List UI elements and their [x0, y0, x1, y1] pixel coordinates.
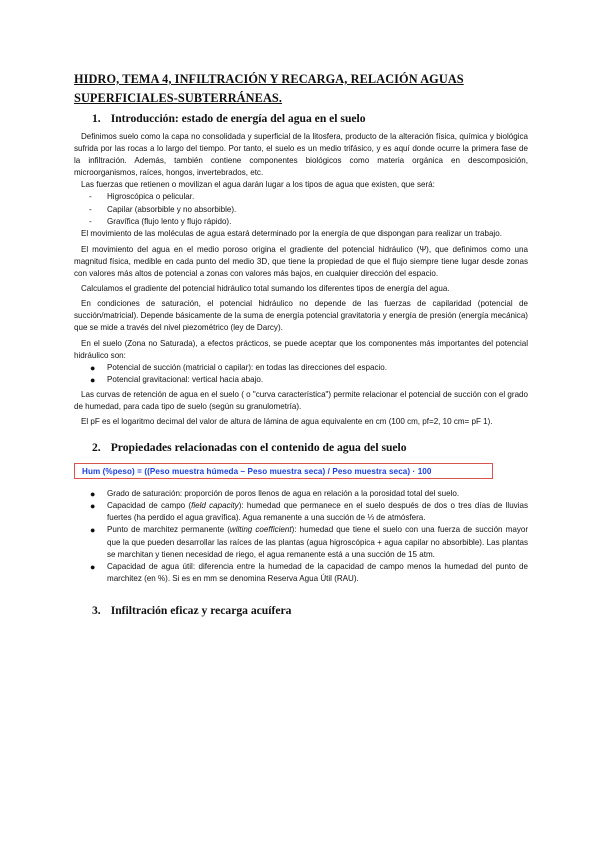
paragraph: En condiciones de saturación, el potencial hidráulico no depende de las fuerzas de capilaridad (potencial de succión/matricial). Depende básicamente de la suma de energía potencial gravitatoria y energía de presión (energía mecánica) que se mide a través del nivel piezométrico (ley de Darcy). — [74, 299, 528, 333]
section-title: Introducción: estado de energía del agua en el suelo — [110, 112, 366, 125]
humidity-formula: Hum (%peso) = ((Peso muestra húmeda – Peso muestra seca) / Peso muestra seca) · 100 — [82, 466, 432, 476]
list-item: ● Grado de saturación: proporción de poros llenos de agua en relación a la porosidad total del suelo. — [90, 489, 460, 500]
list-item: - Capilar (absorbible y no absorbible). — [89, 204, 237, 214]
paragraph: El pF es el logaritmo decimal del valor de altura de lámina de agua equivalente en cm (100 cm, pf=2, 10 cm= pF 1). — [81, 417, 493, 427]
list-item: - Higroscópica o pelicular. — [89, 192, 195, 202]
list-item: ● Capacidad de campo (field capacity): humedad que permanece en el suelo después de dos o tres días de lluvias fuertes (ha perdido el agua gravífica). Agua remanente a una succión de ⅓ de atmósfera. — [90, 501, 528, 523]
section-number: 3. — [92, 603, 101, 617]
water-types-list — [74, 191, 528, 227]
paragraph: El movimiento del agua en el medio poroso origina el gradiente del potencial hidráulico (Ψ), que definimos como una magnitud física, medible en cada punto del medio 3D, que tiene la propiedad de que el flujo siempre tiene lugar desde zonas con valores más altos de potencial a zonas con valores más bajos, en cualquier dirección del espacio. — [74, 244, 528, 279]
section-title: Infiltración eficaz y recarga acuífera — [110, 603, 292, 617]
list-item: ● Punto de marchitez permanente (wilting coefficient): humedad que tiene el suelo con una fuerza de succión mayor que la que pueden desarrollar las raíces de las plantas (agua higroscópica + agua capilar no absorbible). Las plantas se marchitan y tienen necesidad de riego, el agua remanente está a una succión de 15 atm. — [90, 525, 529, 559]
section-2-heading — [92, 440, 528, 456]
section-title: Propiedades relacionadas con el contenido de agua del suelo — [110, 441, 407, 455]
paragraph: Calculamos el gradiente del potencial hidráulico total sumando los diferentes tipos de energía del agua. — [81, 284, 450, 294]
paragraph: En el suelo (Zona no Saturada), a efectos prácticos, se puede aceptar que los componentes más importantes del potencial hidráulico son: — [74, 338, 528, 360]
list-item: - Gravífica (flujo lento y flujo rápido). — [89, 216, 232, 226]
paragraph: Las fuerzas que retienen o movilizan el agua darán lugar a los tipos de agua que existen, que será: — [81, 180, 435, 190]
document-title: HIDRO, TEMA 4, INFILTRACIÓN Y RECARGA, RELACIÓN AGUAS SUPERFICIALES-SUBTERRÁNEAS. — [74, 72, 464, 105]
list-item: ● Potencial gravitacional: vertical hacia abajo. — [90, 374, 264, 385]
section-3-heading — [92, 603, 528, 619]
components-list — [74, 362, 528, 386]
paragraph: Definimos suelo como la capa no consolidada y superficial de la litosfera, producto de la alteración física, química y biológica sufrida por las rocas a lo largo del tiempo. Por tanto, el suelo es un medio trifásico, y es aquí donde ocurre la primera fase de la infiltración. Además, también contiene componentes biológicos como materia orgánica en descomposición, microorganismos, raíces, hongos, invertebrados, etc. — [74, 132, 528, 178]
properties-list — [74, 488, 528, 585]
formula-box — [74, 463, 493, 479]
list-item: ● Potencial de succión (matricial o capilar): en todas las direcciones del espacio. — [90, 362, 387, 373]
paragraph: El movimiento de las moléculas de agua estará determinado por la energía de que dispongan para realizar un trabajo. — [81, 228, 502, 238]
list-item: ● Capacidad de agua útil: diferencia entre la humedad de la capacidad de campo menos la humedad del punto de marchitez (en %). Si es en mm se denomina Reserva Agua Útil (RAU). — [90, 561, 528, 583]
section-number: 2. — [92, 441, 101, 455]
section-number: 1. — [92, 112, 101, 125]
section-1-heading — [92, 111, 528, 127]
paragraph: Las curvas de retención de agua en el suelo ( o "curva característica") permite relacionar el potencial de succión con el grado de humedad, para cada tipo de suelo (según su granulometría). — [74, 389, 528, 411]
